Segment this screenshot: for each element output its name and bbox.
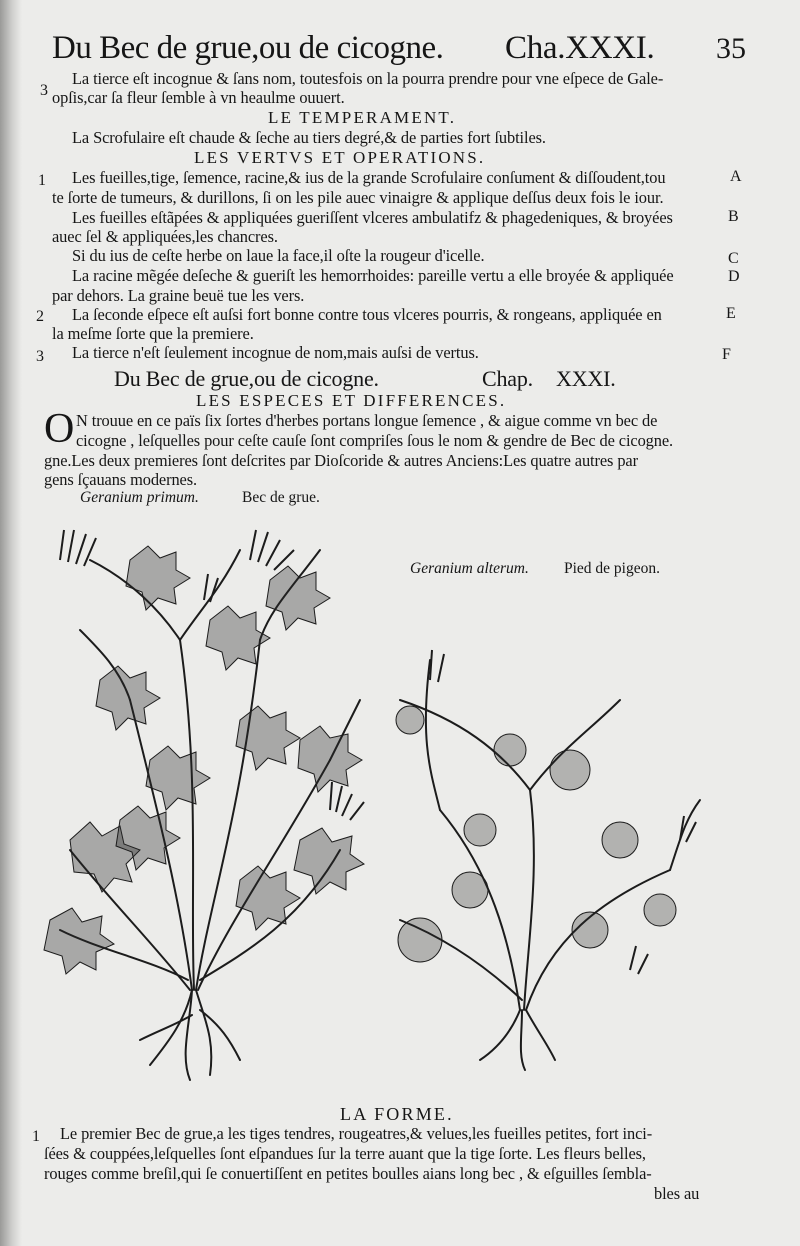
margin-letter-e: E (726, 305, 736, 322)
text-line: Les fueilles,tige, ſemence, racine,& ius de la grande Scrofulaire conſument & diſſoudent,tou (72, 168, 666, 187)
text-line: La Scrofulaire eſt chaude & ſeche au tiers degré,& de parties fort ſubtiles. (72, 128, 546, 147)
figure-caption-french-right: Pied de pigeon. (564, 560, 660, 577)
text-line: ſées & couppées,leſquelles ſont eſpandues ſur la terre auant que la tige ſorte. Les fleurs belles, (44, 1144, 646, 1163)
text-line: gne.Les deux premieres ſont deſcrites par Dioſcoride & autres Anciens:Les quatre autres par (44, 451, 638, 470)
plant-illustration-geranium-alterum (380, 640, 710, 1090)
chapter-number: XXXI. (556, 366, 616, 391)
text-line: N trouue en ce païs ſix ſortes d'herbes portans longue ſemence , & aigue comme vn bec de (76, 411, 658, 430)
text-line: rouges comme breſil,qui ſe conuertiſſent en petites boulles aians long bec , & eſguilles ſembla- (44, 1164, 652, 1183)
margin-number-3: 3 (40, 82, 48, 99)
section-heading-especes: LES ESPECES ET DIFFERENCES. (196, 391, 507, 410)
margin-letter-c: C (728, 250, 739, 267)
text-line: cicogne , leſquelles pour ceſte cauſe ſont compriſes ſous le nom & gendre de Bec de cicogne. (76, 431, 674, 450)
section-heading-temperament: LE TEMPERAMENT. (268, 108, 457, 127)
folio-number: 35 (716, 32, 746, 65)
section-heading-vertus: LES VERTVS ET OPERATIONS. (194, 148, 486, 167)
figure-caption-french-left: Bec de grue. (242, 489, 320, 506)
margin-number-forme: 1 (32, 1128, 40, 1145)
figure-caption-latin-left: Geranium primum. (80, 489, 199, 506)
text-line: Si du ius de ceſte herbe on laue la face,il oſte la rougeur d'icelle. (72, 246, 485, 265)
running-title: Du Bec de grue,ou de cicogne. (52, 30, 444, 66)
margin-letter-b: B (728, 208, 739, 225)
chapter-label: Chap. (482, 366, 533, 391)
text-line: Les fueilles eſtãpées & appliquées gueriſſent vlceres ambulatifz & phagedeniques, & broyées (72, 208, 673, 227)
chapter-title: Du Bec de grue,ou de cicogne. (114, 366, 379, 391)
text-line: te ſorte de tumeurs, & durillons, ſi on les pile auec vinaigre & applique deſſus deux fois le iour. (52, 188, 664, 207)
text-line: La racine mẽgée deſeche & gueriſt les hemorrhoides: pareille vertu a elle broyée & appliquée (72, 266, 674, 285)
running-chapter: Cha.XXXI. (505, 30, 655, 66)
plant-illustration-geranium-primum (40, 520, 370, 1090)
text-line: bles au (654, 1184, 700, 1203)
section-heading-forme: LA FORME. (340, 1104, 454, 1124)
margin-letter-d: D (728, 268, 740, 285)
margin-letter-a: A (730, 168, 742, 185)
binding-shadow (0, 0, 22, 1246)
text-line: la meſme ſorte que la premiere. (52, 324, 254, 343)
text-line: opſis,car ſa fleur ſemble à vn heaulme ouuert. (52, 88, 345, 107)
drop-cap: O (44, 406, 75, 452)
text-line: La tierce eſt incognue & ſans nom, toutesfois on la pourra prendre pour vne eſpece de Gale- (72, 69, 664, 88)
text-line: La ſeconde eſpece eſt auſsi fort bonne contre tous vlceres pourris, & rongeans, appliquée en (72, 305, 662, 324)
text-line: gens ſçauans modernes. (44, 470, 198, 489)
margin-number-3b: 3 (36, 348, 44, 365)
margin-number-1: 1 (38, 172, 46, 189)
margin-number-2: 2 (36, 308, 44, 325)
text-line: La tierce n'eſt ſeulement incognue de nom,mais auſsi de vertus. (72, 343, 479, 362)
text-line: auec ſel & appliquées,les chancres. (52, 227, 278, 246)
text-line: Le premier Bec de grue,a les tiges tendres, rougeatres,& velues,les fueilles petites, fort inci- (60, 1124, 653, 1143)
text-line: par dehors. La graine beuë tue les vers. (52, 286, 305, 305)
figure-caption-latin-right: Geranium alterum. (410, 560, 529, 577)
margin-letter-f: F (722, 346, 731, 363)
